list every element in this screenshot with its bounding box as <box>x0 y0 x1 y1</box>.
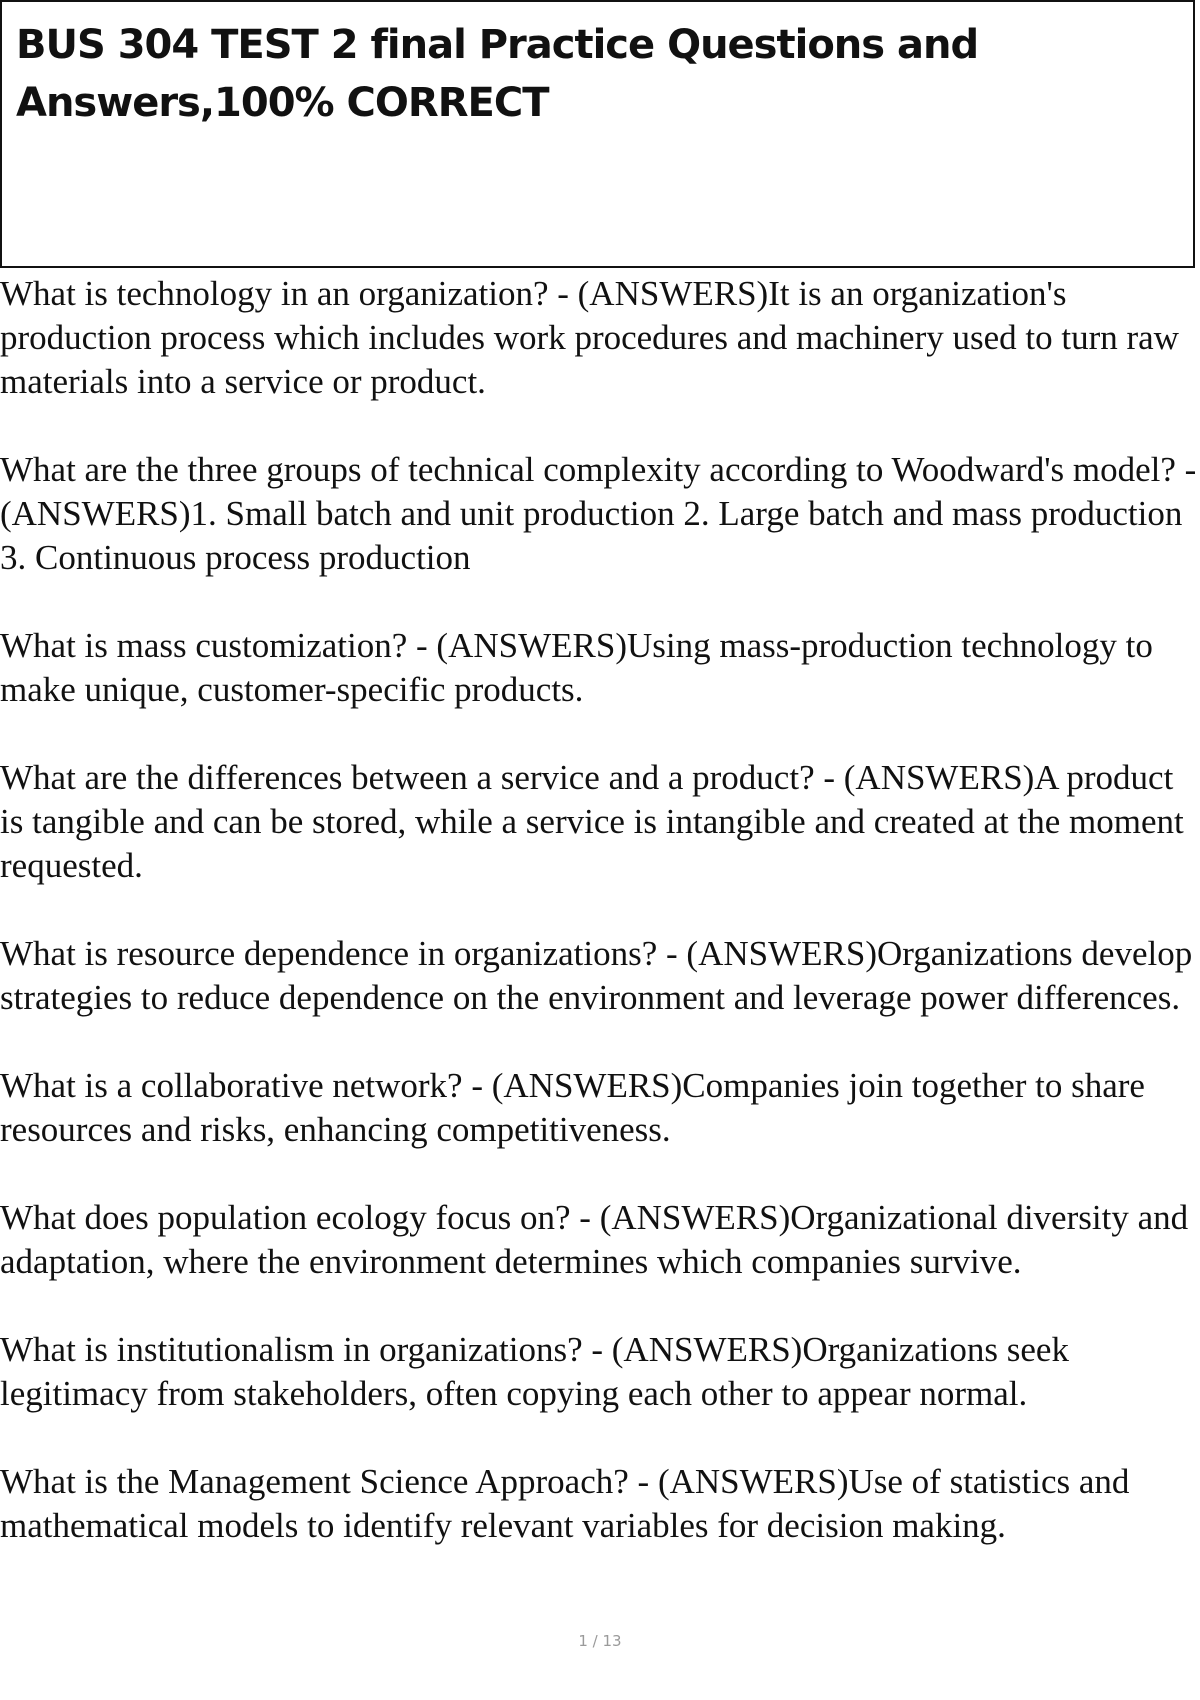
qa-item: What is technology in an organization? - (ANSWERS)It is an organization's production process which includes work procedures and machinery used to turn raw materials into a service or product. <box>0 274 1179 401</box>
title-box <box>0 0 1195 268</box>
qa-item: What is a collaborative network? - (ANSWERS)Companies join together to share resources and risks, enhancing competitiveness. <box>0 1066 1145 1149</box>
qa-item: What are the three groups of technical complexity according to Woodward's model? - (ANSWERS)1. Small batch and unit production 2. Large batch and mass production 3. Continuous process production <box>0 450 1197 577</box>
qa-item: What is institutionalism in organizations? - (ANSWERS)Organizations seek legitimacy from stakeholders, often copying each other to appear normal. <box>0 1330 1069 1413</box>
qa-list <box>0 272 1200 1592</box>
qa-item: What is mass customization? - (ANSWERS)Using mass-production technology to make unique, customer-specific products. <box>0 626 1153 709</box>
qa-item: What is resource dependence in organizations? - (ANSWERS)Organizations develop strategies to reduce dependence on the environment and leverage power differences. <box>0 934 1193 1017</box>
document-title: BUS 304 TEST 2 final Practice Questions and Answers,100% CORRECT <box>16 22 979 126</box>
qa-item: What is the Management Science Approach? - (ANSWERS)Use of statistics and mathematical models to identify relevant variables for decision making. <box>0 1462 1130 1545</box>
qa-item: What are the differences between a service and a product? - (ANSWERS)A product is tangible and can be stored, while a service is intangible and created at the moment requested. <box>0 758 1184 885</box>
qa-item: What does population ecology focus on? - (ANSWERS)Organizational diversity and adaptation, where the environment determines which companies survive. <box>0 1198 1189 1281</box>
page-number: 1 / 13 <box>578 1632 622 1650</box>
